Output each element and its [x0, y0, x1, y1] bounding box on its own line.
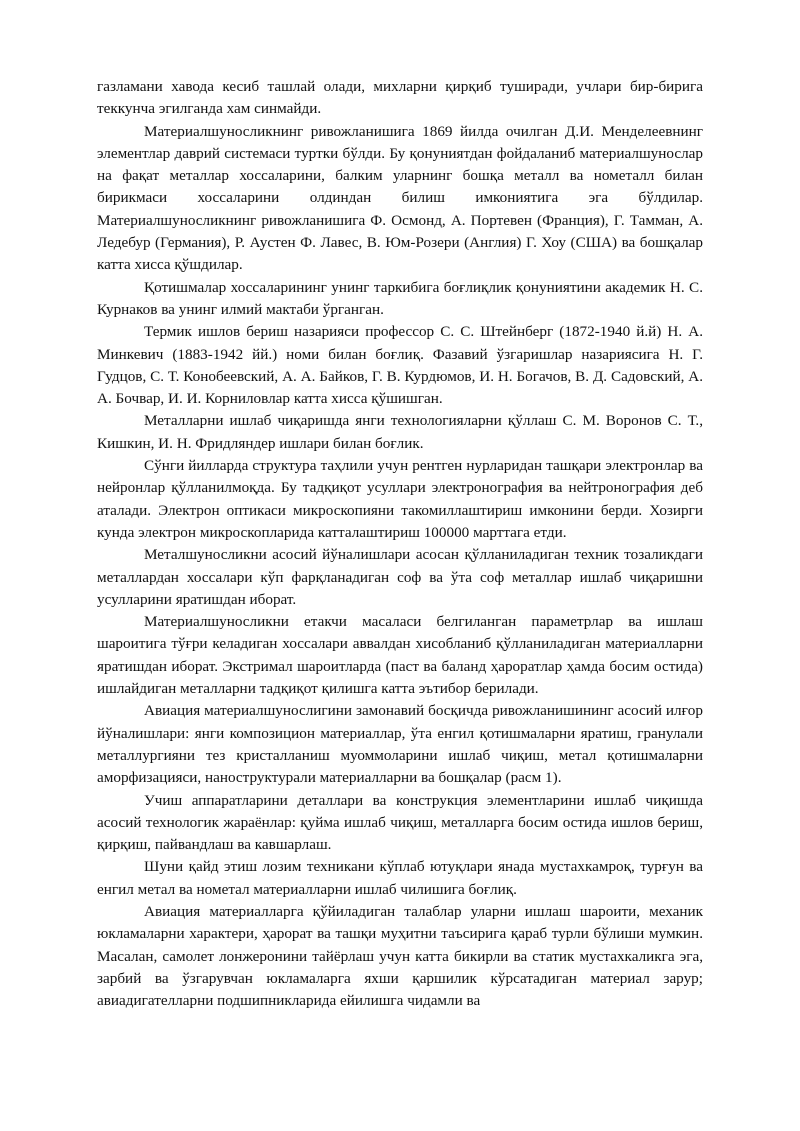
- paragraph: Шуни қайд этиш лозим техникани кўплаб ютуқлари янада мустахкамроқ, турғун ва енгил метал ва нометал материалларни ишлаб чилишига боғлиқ.: [97, 858, 703, 898]
- paragraph: Авиация материалшунослигини замонавий босқичда ривожланишининг асосий илғор йўналишлари: янги композицион материаллар, ўта енгил қотишмаларни яратиш, гранулали металлургияни тез кристалланиш муоммоларини ишлаб чиқиш, метал қотишмаларни аморфизацияси, наноструктурали материалларни ва бошқалар (расм 1).: [97, 702, 703, 787]
- paragraph: Материалшуносликнинг ривожланишига 1869 йилда очилган Д.И. Менделеевнинг элементлар даврий системаси туртки бўлди. Бу қонуниятдан фойдаланиб материалшунослар на фақат металлар хоссаларини, балким уларнинг бошқа металл ва нометалл билан бирикмаси хоссаларини олдиндан билиш имкониятига эга бўлдилар. Материалшуносликнинг ривожланишига Ф. Осмонд, А. Портевен (Франция), Г. Тамман, А. Ледебур (Германия), Р. Аустен Ф. Лавес, В. Юм-Розери (Англия) Г. Хоу (США) ва бошқалар катта хисса қўшдилар.: [97, 122, 703, 274]
- paragraph: газламани хавода кесиб ташлай олади, михларни қирқиб туширади, учлари бир-бирига теккунча эгилганда хам синмайди.: [97, 78, 703, 118]
- paragraph: Сўнги йилларда структура таҳлили учун рентген нурларидан ташқари электронлар ва нейронлар қўлланилмоқда. Бу тадқиқот усуллари электронография ва нейтронография деб аталади. Электрон оптикаси микроскопияни такомиллаштириш имконини берди. Хозирги кунда электрон микроскопларида катталаштириш 100000 марттага етди.: [97, 457, 703, 541]
- paragraph: Металларни ишлаб чиқаришда янги технологияларни қўллаш С. М. Воронов С. Т., Кишкин, И. Н. Фридляндер ишлари билан боғлик.: [97, 412, 703, 452]
- paragraph: Қотишмалар хоссаларининг унинг таркибига боғлиқлик қонуниятини академик Н. С. Курнаков ва унинг илмий мактаби ўрганган.: [97, 278, 703, 318]
- paragraph: Материалшуносликни етакчи масаласи белгиланган параметрлар ва ишлаш шароитига тўғри келадиган хоссалари аввалдан хисобланиб қўлланиладиган материалларни яратишдан иборат. Экстримал шароитларда (паст ва баланд ҳароратлар ҳамда босим остида) ишлайдиган металларни тадқиқот қилишга катта эътибор берилади.: [97, 613, 703, 698]
- paragraph: Металшуносликни асосий йўналишлари асосан қўлланиладиган техник тозаликдаги металлардан хоссалари кўп фарқланадиган соф ва ўта соф металлар ишлаб чиқаришни усулларини яратишдан иборат.: [97, 546, 703, 608]
- paragraph: Учиш аппаратларини деталлари ва конструкция элементларини ишлаб чиқишда асосий технологик жараёнлар: қуйма ишлаб чиқиш, металларга босим остида ишлов бериш, қирқиш, пайвандлаш ва кавшарлаш.: [97, 791, 703, 854]
- paragraph: Термик ишлов бериш назарияси профессор С. С. Штейнберг (1872-1940 й.й) Н. А. Минкевич (1883-1942 йй.) номи билан боғлиқ. Фазавий ўзгаришлар назариясига Н. Г. Гудцов, С. Т. Конобеевский, А. А. Байков, Г. В. Курдюмов, И. Н. Богачов, В. Д. Садовский, А. А. Бочвар, И. И. Корниловлар катта хисса қўшишган.: [97, 323, 703, 408]
- document-page: [97, 76, 703, 1012]
- paragraph: Авиация материалларга қўйиладиган талаблар уларни ишлаш шароити, механик юкламаларни характери, ҳарорат ва ташқи муҳитни таъсирига қараб турли бўлиши мумкин. Масалан, самолет лонжеронини тайёрлаш учун катта бикирли ва статик мустахкаликга эга, зарбий ва ўзгарувчан юкламаларга яхши қаршилик кўрсатадиган материал зарур; авиадигателларни подшипникларида ейилишга чидамли ва: [97, 902, 703, 1010]
